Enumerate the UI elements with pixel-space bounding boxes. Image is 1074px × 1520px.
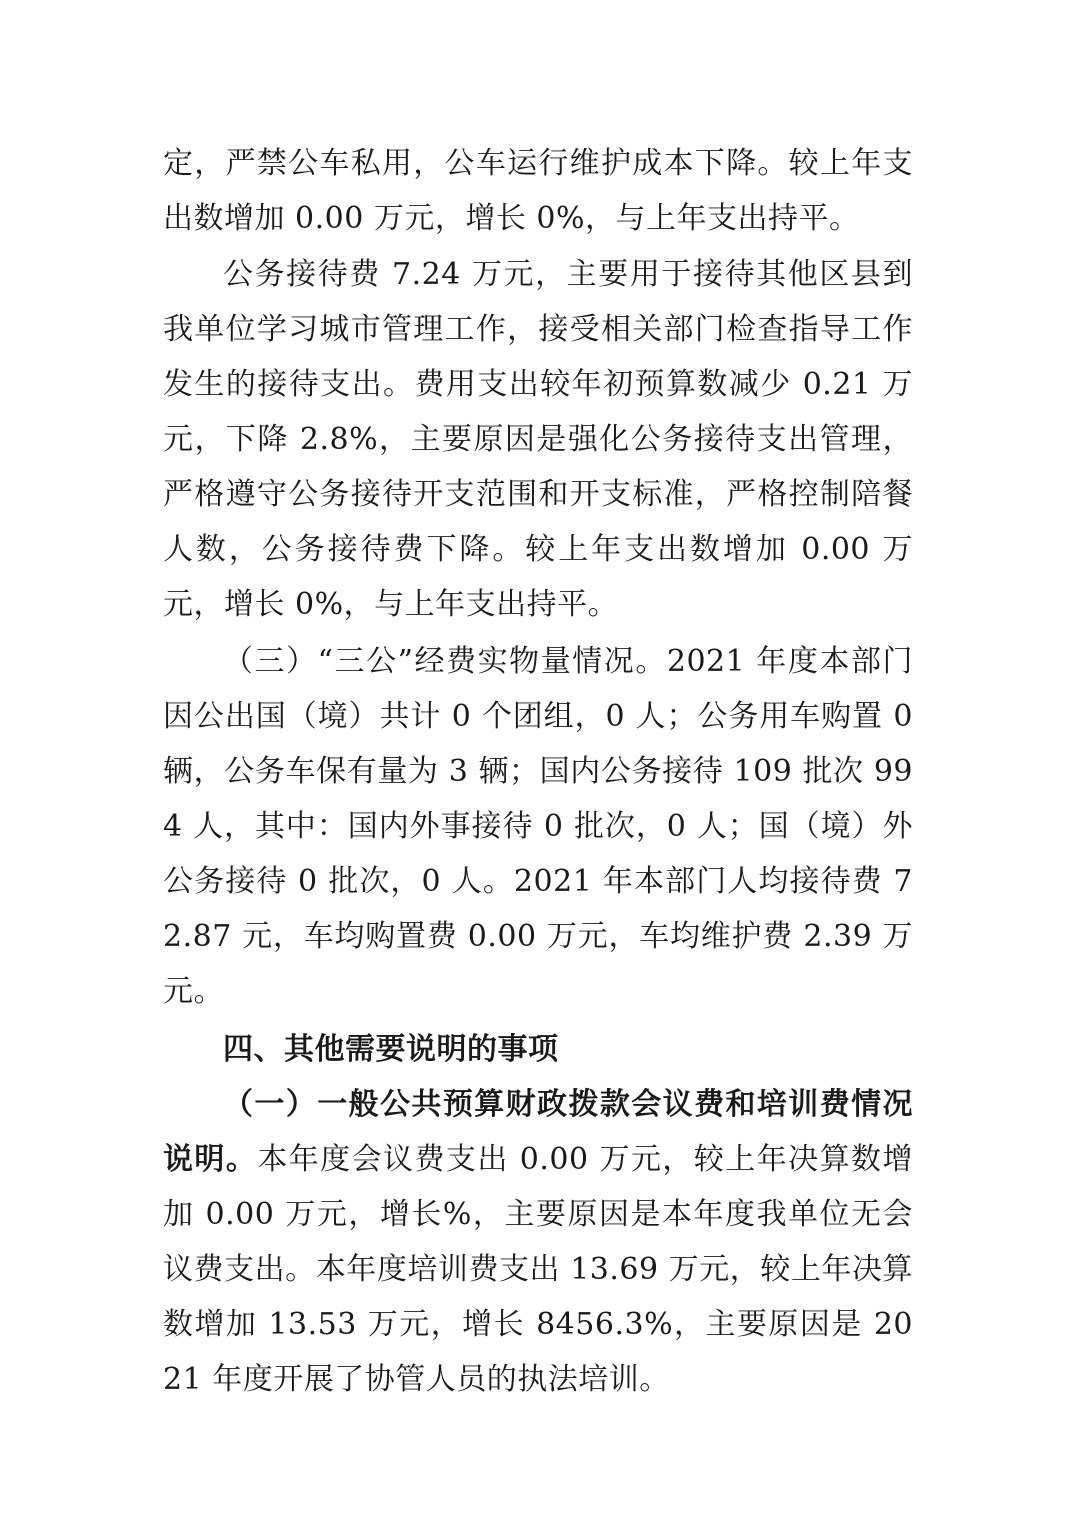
paragraph-body-text: 本年度会议费支出 0.00 万元，较上年决算数增加 0.00 万元，增长%，主要原因是本年度我单位无会议费支出。本年度培训费支出 13.69 万元，较上年决算数增加 13.53 万元，增长 8456.3%，主要原因是 2021 年度开展了协管人员的执法培训。 — [163, 1142, 913, 1397]
paragraph-meeting-training-fees — [163, 1077, 913, 1407]
paragraph-lead-heading: （一）一般公共预算财政拨款会议费和培训费情况说明。 — [163, 1087, 913, 1177]
paragraph-three-public-quantity: （三）“三公”经费实物量情况。2021 年度本部门因公出国（境）共计 0 个团组，0 人；公务用车购置 0 辆，公务车保有量为 3 辆；国内公务接待 109 批次 994 人，其中：国内外事接待 0 批次，0 人；国（境）外公务接待 0 批次，0 人。2021 年本部门人均接待费 72.87 元，车均购置费 0.00 万元，车均维护费 2.39 万元。 — [163, 644, 913, 1009]
paragraph-vehicle-maintenance-continued: 定，严禁公车私用，公车运行维护成本下降。较上年支出数增加 0.00 万元，增长 0%，与上年支出持平。 — [163, 146, 913, 236]
section-heading-other-matters: 四、其他需要说明的事项 — [223, 1032, 559, 1067]
document-body — [163, 136, 913, 1407]
paragraph-official-reception: 公务接待费 7.24 万元，主要用于接待其他区县到我单位学习城市管理工作，接受相关部门检查指导工作发生的接待支出。费用支出较年初预算数减少 0.21 万元，下降 2.8%，主要原因是强化公务接待支出管理，严格遵守公务接待开支范围和开支标准，严格控制陪餐人数，公务接待费下降。较上年支出数增加 0.00 万元，增长 0%，与上年支出持平。 — [163, 257, 913, 622]
